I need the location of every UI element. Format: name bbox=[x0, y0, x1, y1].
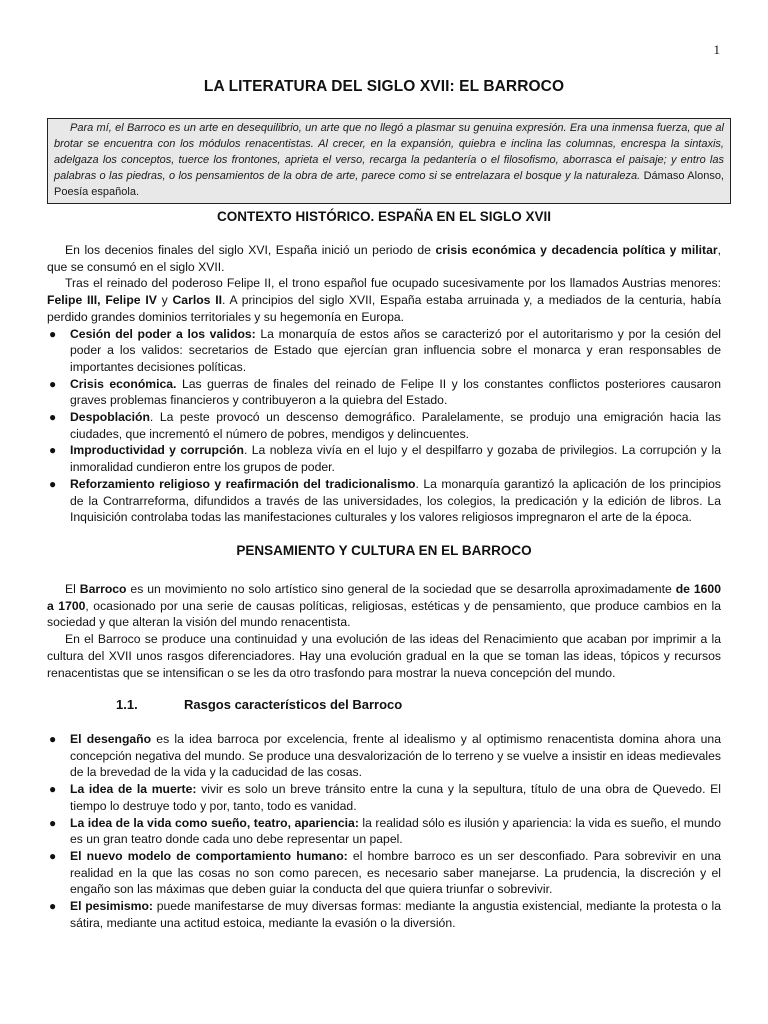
list-item bbox=[47, 898, 721, 931]
paragraph-bold-text: crisis económica y decadencia política y militar bbox=[435, 243, 718, 257]
epigraph-quote-author: Dámaso Alonso, Poesía española. bbox=[54, 169, 724, 198]
list-item bbox=[47, 781, 721, 814]
section-thought-and-culture-body bbox=[47, 581, 721, 681]
list-item bbox=[47, 442, 721, 475]
paragraph-bold-text: de 1600 a 1700 bbox=[47, 582, 721, 613]
paragraph-text: es un movimiento no solo artístico sino general de la sociedad que se desarrolla aproximadamente bbox=[126, 582, 676, 596]
paragraph-text: , ocasionado por una serie de causas políticas, religiosas, estéticas y de pensamiento, que produce cambios en la sociedad y que alteran la visión del mundo renacentista. bbox=[47, 598, 721, 630]
list-item-heading: Improductividad y corrupción bbox=[70, 443, 244, 458]
paragraph bbox=[47, 275, 721, 325]
section-title-thought-and-culture: PENSAMIENTO Y CULTURA EN EL BARROCO bbox=[236, 543, 532, 558]
list-item-text: . La peste provocó un descenso demográfico. Paralelamente, se produjo una emigración hacia las ciudades, que incrementó el número de pobres, mendigos y delincuentes. bbox=[70, 410, 721, 441]
paragraph bbox=[47, 242, 721, 275]
bullet-icon: ● bbox=[49, 443, 57, 458]
paragraph-text: . A principios del siglo XVII, España estaba arruinada y, a mediados de la centuria, había perdido grandes dominios territoriales y su hegemonía en Europa. bbox=[47, 293, 721, 324]
list-item-heading: El desengaño bbox=[70, 732, 152, 746]
bullet-icon: ● bbox=[49, 732, 57, 746]
paragraph-text: En los decenios finales del siglo XVI, España inició un periodo de bbox=[65, 243, 436, 257]
list-item-heading: Crisis económica. bbox=[70, 376, 177, 391]
bullet-icon: ● bbox=[49, 899, 57, 914]
paragraph bbox=[47, 581, 721, 631]
paragraph-text: y bbox=[156, 293, 173, 308]
paragraph-bold-text: Felipe III, Felipe IV bbox=[47, 293, 157, 308]
list-item-text: La monarquía de estos años se caracterizó por el autoritarismo y por la cesión del poder a los validos: secretarios de Estado que ejercían gran influencia sobre el monarca y eran responsables de importantes decisiones políticas. bbox=[70, 326, 722, 374]
bullet-icon: ● bbox=[49, 815, 57, 830]
historical-context-list bbox=[47, 326, 721, 526]
document-title: LA LITERATURA DEL SIGLO XVII: EL BARROCO bbox=[203, 78, 565, 95]
list-item-heading: La idea de la muerte: bbox=[70, 782, 197, 797]
paragraph-text: , que se consumó en el siglo XVII. bbox=[47, 243, 721, 274]
list-item bbox=[47, 476, 721, 526]
baroque-traits-list bbox=[47, 731, 721, 931]
list-item bbox=[47, 848, 721, 898]
list-item-heading: Reforzamiento religioso y reafirmación del tradicionalismo bbox=[70, 476, 416, 491]
list-item-text: la realidad sólo es ilusión y apariencia: la vida es sueño, el mundo es un gran teatro donde cada uno debe representar un papel. bbox=[70, 815, 721, 847]
section-historical-context-body bbox=[47, 242, 721, 526]
baroque-traits-body bbox=[47, 731, 721, 931]
subsection-heading bbox=[116, 697, 402, 712]
list-item bbox=[47, 409, 721, 442]
paragraph-bold-text: Barroco bbox=[79, 582, 127, 596]
bullet-icon: ● bbox=[49, 476, 57, 491]
list-item-heading: El nuevo modelo de comportamiento humano: bbox=[70, 848, 348, 863]
page-number: 1 bbox=[713, 42, 720, 57]
list-item-heading: El pesimismo: bbox=[70, 899, 153, 914]
list-item-heading: La idea de la vida como sueño, teatro, apariencia: bbox=[70, 815, 359, 830]
bullet-icon: ● bbox=[49, 326, 57, 341]
epigraph-quote-box bbox=[47, 118, 731, 204]
list-item bbox=[47, 326, 721, 376]
list-item-text: vivir es solo un breve tránsito entre la cuna y la sepultura, título de una obra de Quevedo. El tiempo lo destruye todo y por, tanto, todo es vanidad. bbox=[70, 782, 721, 813]
epigraph-quote-text: Para mí, el Barroco es un arte en desequilibrio, un arte que no llegó a plasmar su genuina expresión. Era una inmensa fuerza, que al brotar se encuentra con los módulos renacentistas. Al crecer, en la expansión, quiebra e inclina las columnas, encrespa la sintaxis, adelgaza los conceptos, tuerce los frontones, aprieta el verso, recarga la pedantería o el filosofismo, aborrasca el paisaje; y entro las palabras o las piedras, o los pensamientos de la obra de arte, parece como si se entrelazara el bosque y la naturaleza. bbox=[54, 122, 724, 182]
list-item-text: el hombre barroco es un ser desconfiado. Para sobrevivir en una realidad en la que las cosas no son como parecen, es necesario saber manejarse. La prudencia, la discreción y el engaño son las máximas que deben guiar la conducta del que quiera triunfar o sobrevivir. bbox=[70, 848, 721, 897]
list-item-text: . La monarquía garantizó la aplicación de los principios de la Contrarreforma, difundidos a través de las universidades, los colegios, la predicación y la edición de libros. La Inquisición controlaba todas las manifestaciones culturales y los valores religiosos impregnaron el arte de la época. bbox=[70, 476, 722, 525]
subsection-number: 1.1. bbox=[116, 697, 138, 712]
bullet-icon: ● bbox=[49, 410, 57, 425]
bullet-icon: ● bbox=[49, 376, 57, 391]
bullet-icon: ● bbox=[49, 782, 57, 797]
paragraph-text: El bbox=[65, 582, 80, 596]
list-item-text: es la idea barroca por excelencia, frente al idealismo y al optimismo renacentista domina ahora una concepción negativa del mundo. Se produce una desvalorización de lo terreno y se vuelve a insistir en ideas medievales de la brevedad de la vida y la caducidad de las cosas. bbox=[70, 732, 721, 780]
paragraph-bold-text: Carlos II bbox=[172, 293, 222, 308]
list-item-text: . La nobleza vivía en el lujo y el despilfarro y gozaba de privilegios. La corrupción y la inmoralidad cundieron entre los grupos de poder. bbox=[70, 443, 721, 475]
list-item-heading: Cesión del poder a los validos: bbox=[70, 326, 256, 341]
subsection-title: Rasgos característicos del Barroco bbox=[184, 697, 403, 712]
list-item-text: puede manifestarse de muy diversas formas: mediante la angustia existencial, mediante la protesta o la sátira, mediante una actitud estoica, mediante la evasión o la diversión. bbox=[70, 899, 721, 930]
bullet-icon: ● bbox=[49, 848, 57, 863]
paragraph-text: Tras el reinado del poderoso Felipe II, el trono español fue ocupado sucesivamente por los llamados Austrias menores: bbox=[65, 276, 721, 291]
list-item bbox=[47, 731, 721, 781]
section-title-historical-context: CONTEXTO HISTÓRICO. ESPAÑA EN EL SIGLO XVII bbox=[216, 209, 552, 224]
list-item bbox=[47, 376, 721, 409]
list-item-text: Las guerras de finales del reinado de Felipe II y los constantes conflictos posteriores causaron graves problemas financieros y contribuyeron a la quiebra del Estado. bbox=[70, 376, 721, 408]
paragraph: En el Barroco se produce una continuidad y una evolución de las ideas del Renacimiento que acaban por imprimir a la cultura del XVII unos rasgos diferenciadores. Hay una evolución gradual en la que se toman las ideas, tópicos y recursos renacentistas que se intensifican o se les da otro trasfondo para mostrar la nueva concepción del mundo. bbox=[47, 632, 721, 680]
list-item bbox=[47, 815, 721, 848]
list-item-heading: Despoblación bbox=[70, 410, 150, 425]
